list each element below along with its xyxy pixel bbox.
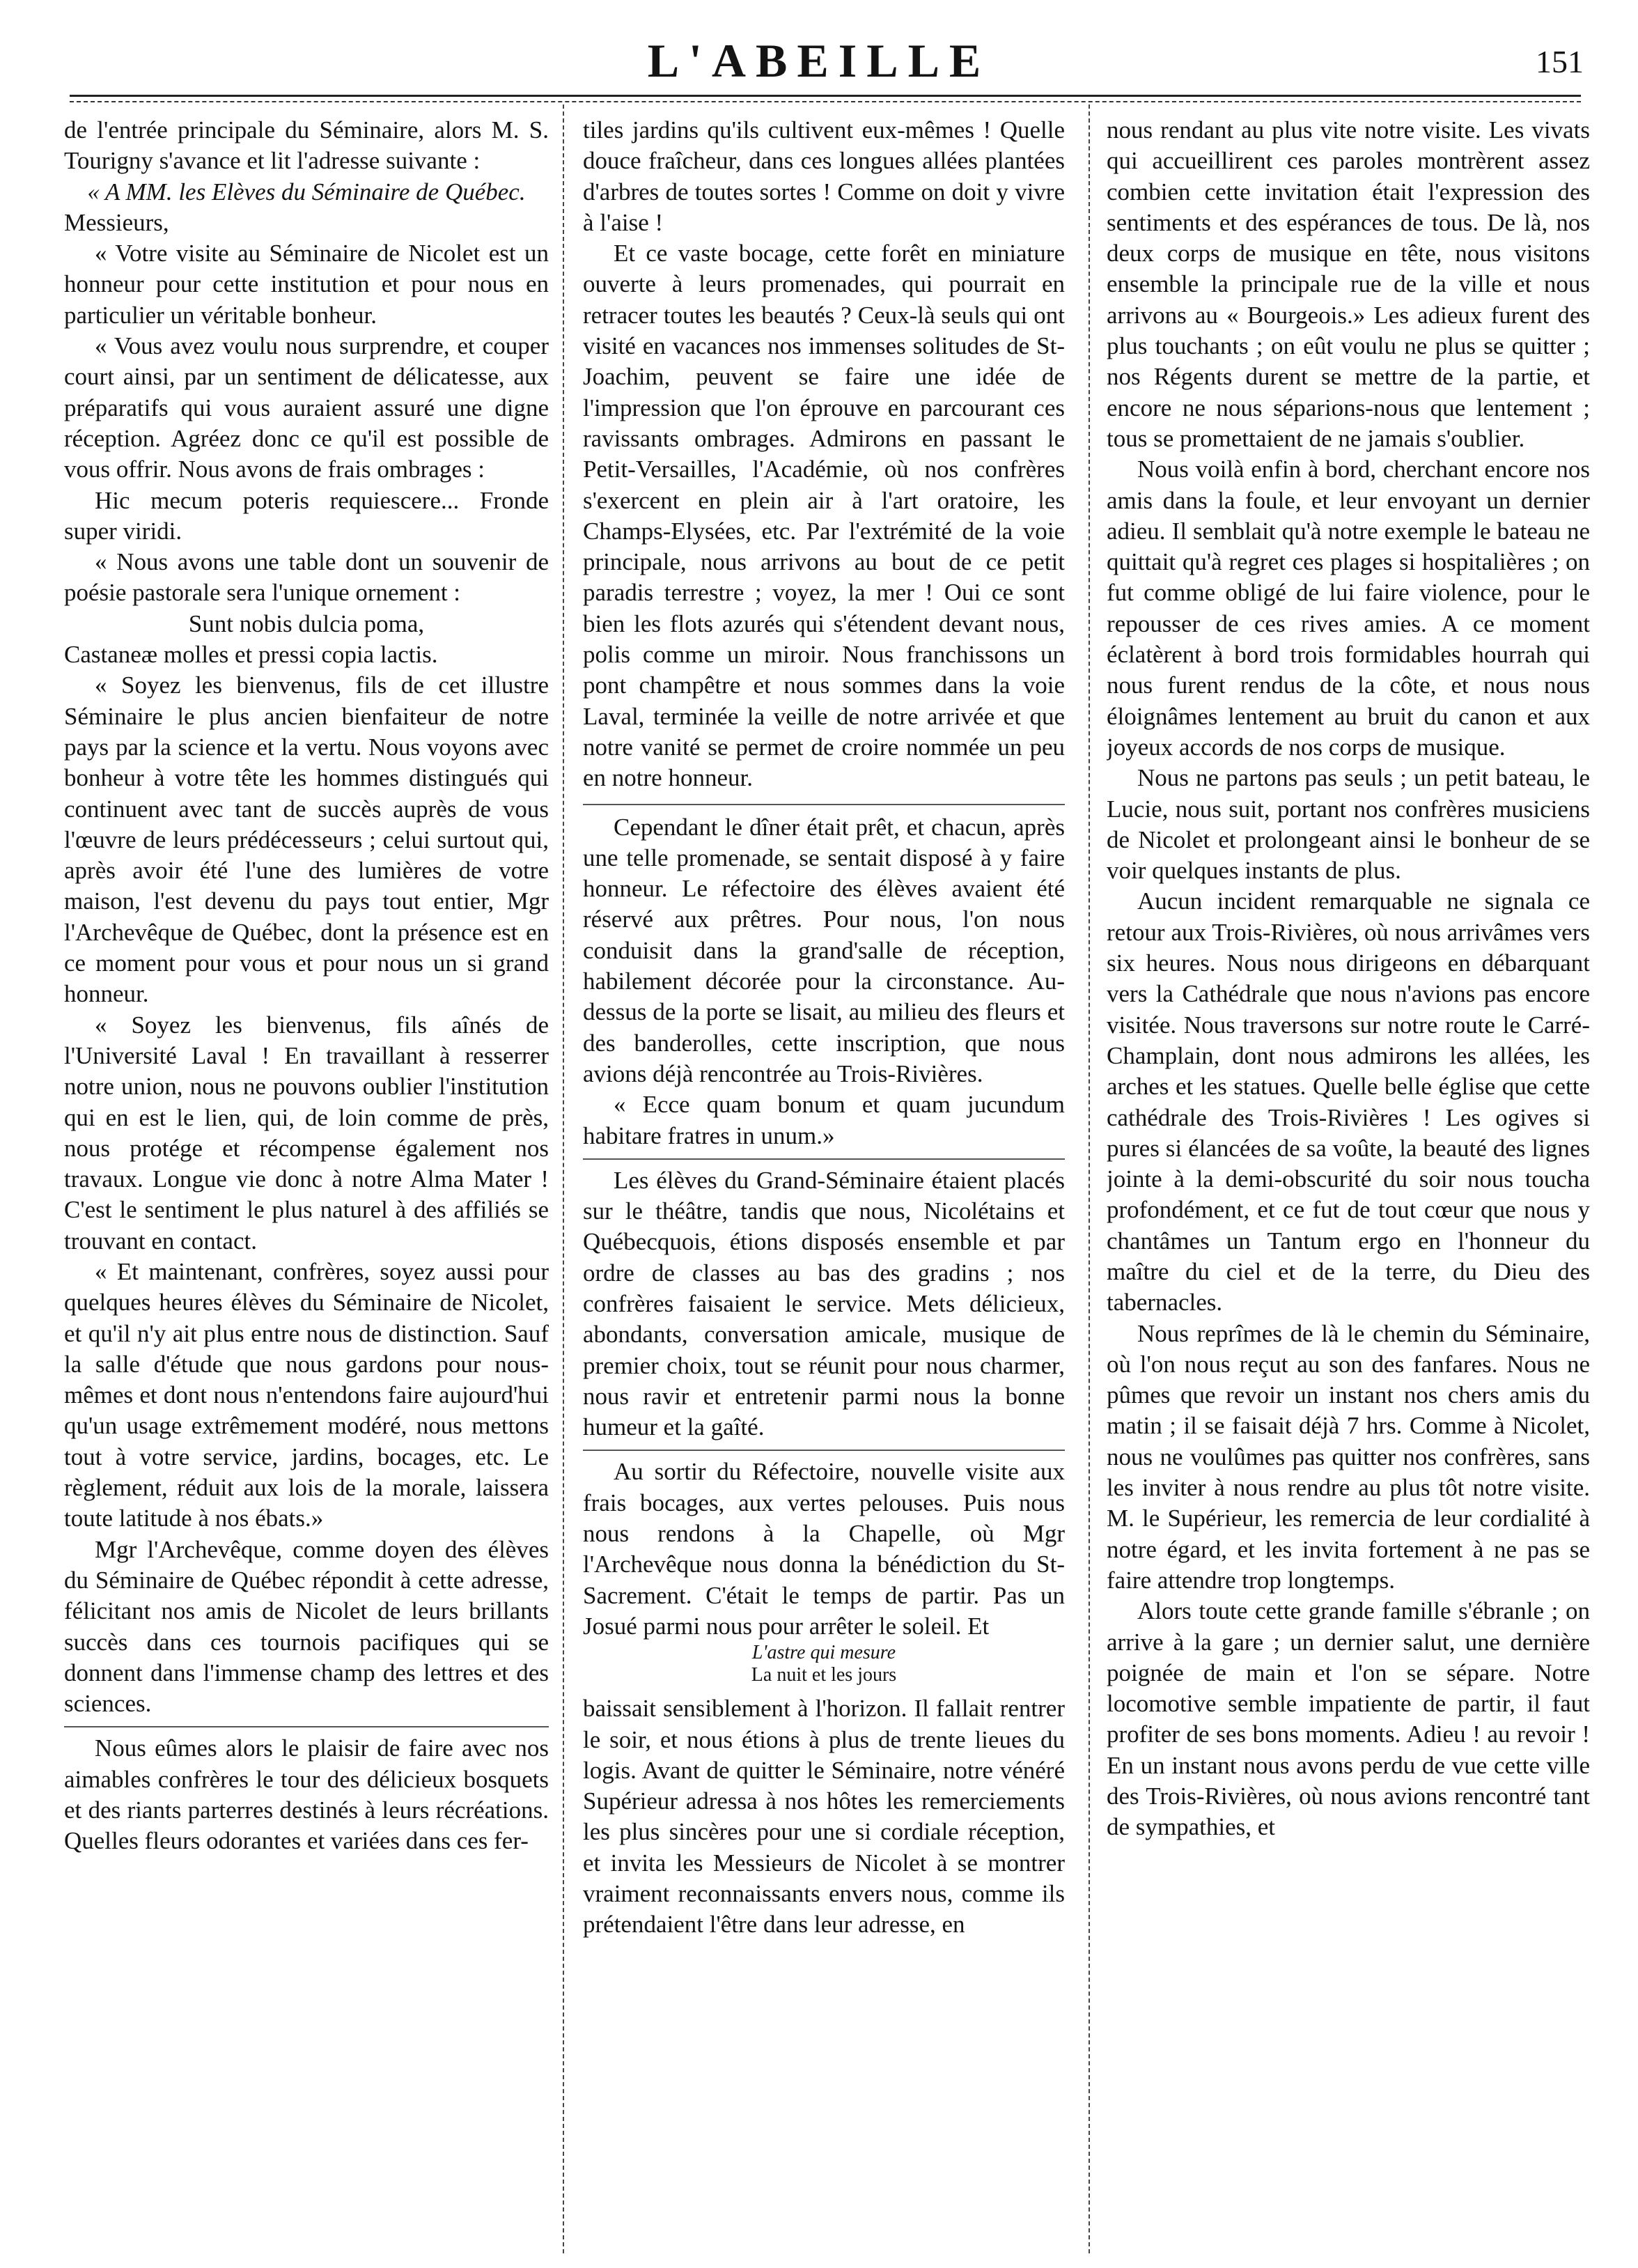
paragraph: Nous voilà enfin à bord, cherchant encore nos amis dans la foule, et leur envoyant un dernier adieu. Il semblait qu'à notre exemple le bateau ne quittait qu'à regret ces plages si hospitalières ; on fut comme obligé de lui faire violence, pour le repousser de ces rives amies. A ce moment éclatèrent à bord trois formidables hourrah qui nous furent rendus de la côte, et nous nous éloignâmes lentement au bruit du canon et aux joyeux accords de nos corps de musique. <box>1107 456 1590 761</box>
paragraph: « Ecce quam bonum et quam jucundum habitare fratres in unum.» <box>583 1091 1065 1149</box>
paragraph: de l'entrée principale du Séminaire, alors M. S. Tourigny s'avance et lit l'adresse suivante : <box>64 116 549 175</box>
paragraph: « Votre visite au Séminaire de Nicolet est un honneur pour cette institution et pour nous en particulier un véritable bonheur. <box>64 240 549 329</box>
paragraph: « Vous avez voulu nous surprendre, et couper court ainsi, par un sentiment de délicatesse, aux préparatifs qui vous auraient assuré une digne réception. Agréez donc ce qu'il est possible de vous offrir. Nous avons de frais ombrages : <box>64 332 549 483</box>
salutation: Messieurs, <box>64 208 169 236</box>
paragraph: Alors toute cette grande famille s'ébranle ; on arrive à la gare ; un dernier salut, une dernière poignée de main et l'on se sépare. Notre locomotive semble impatiente de partir, il faut profiter de ses bons moments. Adieu ! au revoir ! En un instant nous avons perdu de vue cette ville des Trois-Rivières, où nous avions rencontré tant de sympathies, et <box>1107 1597 1590 1841</box>
paragraph: Les élèves du Grand-Séminaire étaient placés sur le théâtre, tandis que nous, Nicolétains et Québecquois, étions disposés ensemble et par ordre de classes au bas des gradins ; nos confrères faisaient le service. Mets délicieux, abondants, conversation amicale, musique de premier choix, tout se réunit pour nous charmer, nous ravir et entretenir parmi nous la bonne humeur et la gaîté. <box>583 1158 1065 1443</box>
paragraph: Cependant le dîner était prêt, et chacun, après une telle promenade, se sentait disposé à y faire honneur. Le réfectoire des élèves avaient été réservé aux prêtres. Pour nous, l'on nous conduisit dans la grand'salle de réception, habilement décorée pour la circonstance. Au-dessus de la porte se lisait, au milieu des fleurs et des banderolles, cette inscription, que nous avions déjà rencontrée au Trois-Rivières. <box>583 804 1065 1090</box>
paragraph: Mgr l'Archevêque, comme doyen des élèves du Séminaire de Québec répondit à cette adresse, félicitant nos amis de Nicolet de leurs brillants succès dans ces tournois pacifiques qui se donnent dans l'immense champ des lettres et des sciences. <box>64 1535 549 1718</box>
paragraph: « Et maintenant, confrères, soyez aussi pour quelques heures élèves du Séminaire de Nicolet, et qu'il n'y ait plus entre nous de distinction. Sauf la salle d'étude que nous gardons pour nous-mêmes et dont nous n'entendons faire aujourd'hui qu'un usage extrêmement modéré, nous mettons tout à votre service, jardins, bocages, etc. Le règlement, réduit aux lois de la morale, laissera toute latitude à nos ébats.» <box>64 1257 549 1532</box>
column-1 <box>64 115 549 2257</box>
header-dashed-rule <box>70 101 1581 102</box>
paragraph: « Nous avons une table dont un souvenir de poésie pastorale sera l'unique ornement : <box>64 548 549 607</box>
header-rule <box>70 95 1581 97</box>
paragraph: Au sortir du Réfectoire, nouvelle visite aux frais bocages, aux vertes pelouses. Puis nous nous rendons à la Chapelle, où Mgr l'Archevêque nous donna la bénédiction du St-Sacrement. C'était le temps de partir. Pas un Josué parmi nous pour arrêter le soleil. Et <box>583 1450 1065 1642</box>
page-header <box>0 0 1638 104</box>
masthead-title: L'ABEILLE <box>647 34 991 87</box>
paragraph: « Soyez les bienvenus, fils de cet illustre Séminaire le plus ancien bienfaiteur de notre pays par la science et la vertu. Nous voyons avec bonheur à votre tête les hommes distingués qui continuent avec tant de succès auprès de vous l'œuvre de leurs prédécesseurs ; celui surtout qui, après avoir été l'une des lumières de votre maison, l'est devenu du pays tout entier, Mgr l'Archevêque de Québec, dont la présence est en ce moment pour vous et pour nous un si grand honneur. <box>64 671 549 1008</box>
paragraph: Et ce vaste bocage, cette forêt en miniature ouverte à leurs promenades, qui pourrait en retracer toutes les beautés ? Ceux-là seuls qui ont visité en vacances nos immenses solitudes de St-Joachim, peuvent se faire une idée de l'impression que l'on éprouve en parcourant ces ravissants ombrages. Admirons en passant le Petit-Versailles, l'Académie, où nos confrères s'exercent en plein air à l'art oratoire, les Champs-Elysées, etc. Par l'extrémité de la voie principale, nous arrivons au bout de ce petit paradis terrestre ; voyez, la mer ! Oui ce sont bien les flots azurés qui s'étendent devant nous, polis comme un miroir. Nous franchissons un pont champêtre et nous sommes dans la voie Laval, terminée la veille de notre arrivée et que notre vanité se permet de croire nommée un peu en notre honneur. <box>583 240 1065 792</box>
paragraph: nous rendant au plus vite notre visite. Les vivats qui accueillirent ces paroles montrèrent assez combien cette invitation était l'expression des sentiments et des espérances de tous. De là, nos deux corps de musique en tête, nous visitons ensemble la principale rue de la ville et nous arrivons au « Bourgeois.» Les adieux furent des plus touchants ; on eût voulu ne plus se quitter ; nos Régents durent se mettre de la partie, et encore ne nous séparions-nous que lentement ; tous se promettaient de ne jamais s'oublier. <box>1107 116 1590 452</box>
verse-line: L'astre qui mesure <box>751 1642 896 1664</box>
paragraph: « Soyez les bienvenus, fils aînés de l'Université Laval ! En travaillant à resserrer notre union, nous ne pouvons oublier l'institution qui en est le lien, qui, de loin comme de près, nous protége et récompense également nos travaux. Longue vie donc à notre Alma Mater ! C'est le sentiment le plus naturel à des affiliés se trouvant en contact. <box>64 1011 549 1255</box>
paragraph: Nous eûmes alors le plaisir de faire avec nos aimables confrères le tour des délicieux bosquets et des riants parterres destinés à leurs récréations. Quelles fleurs odorantes et variées dans ces fer- <box>64 1726 549 1856</box>
article-body <box>64 115 1593 2257</box>
paragraph: baissait sensiblement à l'horizon. Il fallait rentrer le soir, et nous étions à plus de trente lieues du logis. Avant de quitter le Séminaire, notre vénéré Supérieur adressa à nos hôtes les remerciements les plus sincères pour une si cordiale réception, et invita les Messieurs de Nicolet à se montrer vraiment reconnaissants envers nous, comme ils prétendaient l'être dans leur adresse, en <box>583 1695 1065 1939</box>
latin-quote: Hic mecum poteris requiescere... Fronde super viridi. <box>64 486 549 545</box>
paragraph: Nous reprîmes de là le chemin du Séminaire, où l'on nous reçut au son des fanfares. Nous ne pûmes que revoir un instant nos chers amis du matin ; il se faisait déjà 7 hrs. Comme à Nicolet, nous ne voulûmes pas quitter nos confrères, sans les inviter à nous rendre au plus tôt notre visite. M. le Supérieur, les remercia de leur cordialité à notre égard, et les invita fortement à ne pas se faire attendre trop longtemps. <box>1107 1319 1590 1594</box>
latin-quote: Sunt nobis dulcia poma, <box>188 609 425 637</box>
column-2 <box>583 115 1065 2257</box>
paragraph: Aucun incident remarquable ne signala ce retour aux Trois-Rivières, où nous arrivâmes vers six heures. Nous nous dirigeons en débarquant vers la Cathédrale que nous n'avions pas encore visitée. Nous traversons sur notre route le Carré-Champlain, dont nous admirons les allées, les arches et les statues. Quelle belle église que cette cathédrale des Trois-Rivières ! Les ogives si pures si élancées de sa voûte, la beauté des lignes jointe à la demi-obscurité du soir nous toucha profondément, et ce fut de tout cœur que nous y chantâmes un Tantum ergo en l'honneur du maître du ciel et de la terre, du Dieu des tabernacles. <box>1107 887 1590 1316</box>
page-number: 151 <box>1536 44 1584 79</box>
column-3 <box>1107 115 1590 2257</box>
paragraph: tiles jardins qu'ils cultivent eux-mêmes ! Quelle douce fraîcheur, dans ces longues allées plantées d'arbres de toutes sortes ! Comme on doit y vivre à l'aise ! <box>583 116 1065 236</box>
latin-quote: Castaneæ molles et pressi copia lactis. <box>64 641 438 669</box>
address-heading: « A MM. les Elèves du Séminaire de Québec. <box>87 178 526 205</box>
verse-line: La nuit et les jours <box>751 1664 897 1686</box>
paragraph: Nous ne partons pas seuls ; un petit bateau, le Lucie, nous suit, portant nos confrères musiciens de Nicolet et prolongeant ainsi le bonheur de se voir quelques instants de plus. <box>1107 764 1590 885</box>
